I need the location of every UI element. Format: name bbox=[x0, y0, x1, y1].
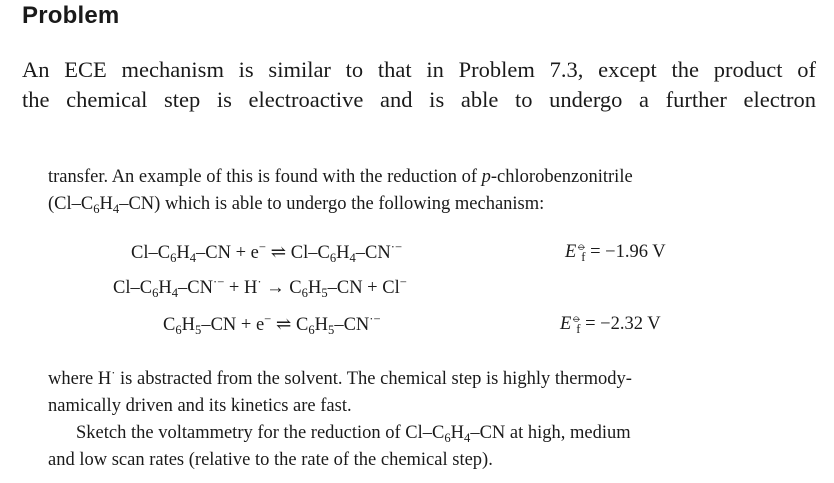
equation-2: $Cl-C_6H_4-CN^{\cdot-} + H^\cdot \to C_6H_5-CN + Cl^-$ bbox=[113, 275, 407, 300]
paragraph-line: transfer. An example of this is found with the reduction of p-chlorobenzonitrile bbox=[48, 167, 633, 187]
mechanism-intro-paragraph bbox=[48, 164, 758, 218]
page-title: Problem bbox=[22, 2, 120, 29]
question-paragraph bbox=[48, 366, 778, 474]
equation-1: $Cl-C_6H_4-CN + e^-$ ⇌ $Cl-C_6H_4-CN^{\cdot-}$ bbox=[131, 240, 403, 265]
paragraph-line: $(Cl-C_6H_4-CN)$ which is able to undergo the following mechanism: bbox=[48, 194, 545, 216]
intro-line: An ECE mechanism is similar to that in Problem 7.3, except the product of bbox=[22, 57, 816, 82]
equation-3-potential: $E^⦵_f = -2.32$ V bbox=[560, 311, 661, 336]
equation-3: $C_6H_5-CN + e^-$ ⇌ $C_6H_5-CN^{\cdot-}$ bbox=[163, 312, 381, 337]
intro-paragraph bbox=[22, 55, 816, 115]
equation-1-potential: $E^⦵_f = -1.96$ V bbox=[565, 239, 666, 264]
intro-line: the chemical step is electroactive and is able to undergo a further electron bbox=[22, 87, 816, 112]
paragraph-line: Sketch the voltammetry for the reduction of $Cl-C_6H_4-CN$ at high, medium bbox=[76, 423, 631, 445]
paragraph-line: where H· is abstracted from the solvent. The chemical step is highly thermody- bbox=[48, 366, 632, 389]
paragraph-line: and low scan rates (relative to the rate of the chemical step). bbox=[48, 450, 493, 470]
paragraph-line: namically driven and its kinetics are fast. bbox=[48, 396, 352, 416]
